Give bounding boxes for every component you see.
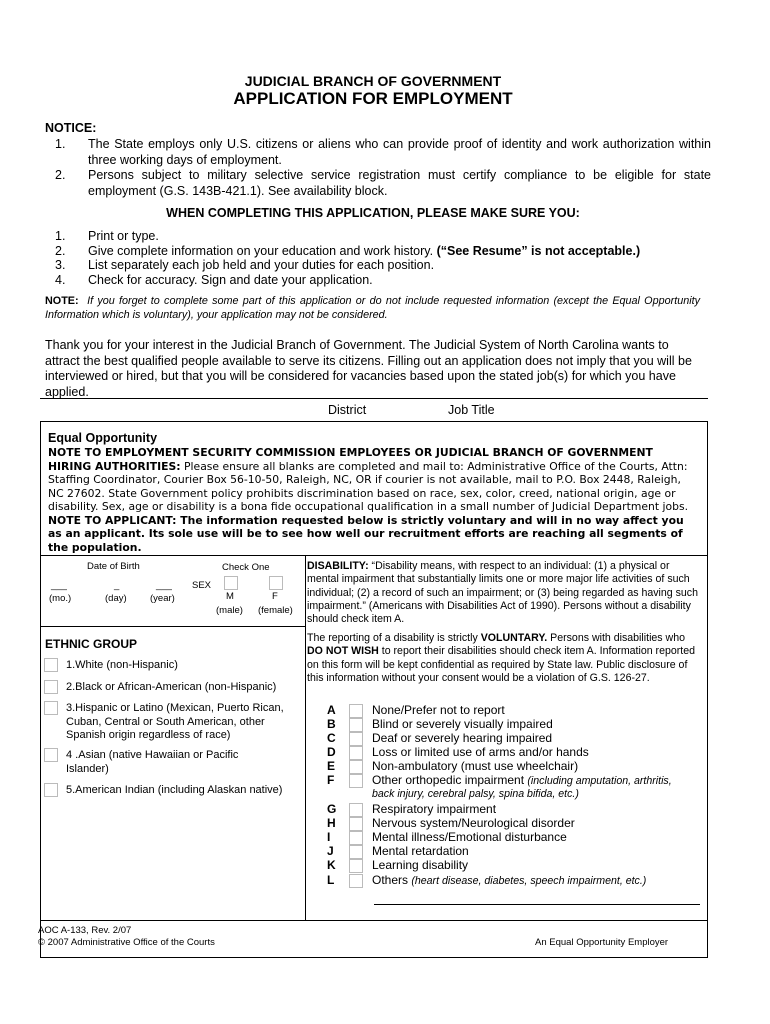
ethnic-option: 5.American Indian (including Alaskan native) [66, 784, 283, 796]
dob-month-blank[interactable]: ___ [51, 580, 67, 591]
disability-d-checkbox[interactable] [349, 746, 363, 760]
disability-option-label: Loss or limited use of arms and/or hands [372, 745, 589, 759]
disability-option-label: Blind or severely visually impaired [372, 717, 553, 731]
instruction-num: 3. [55, 258, 66, 272]
disability-option-label: Other orthopedic impairment (including amputation, arthritis, [372, 773, 672, 787]
ethnic-option: 2.Black or African-American (non-Hispanic) [66, 681, 277, 693]
district-label: District [328, 403, 367, 417]
disability-option-label: None/Prefer not to report [372, 703, 505, 717]
sex-female-letter: F [272, 591, 278, 602]
instruction-item: List separately each job held and your duties for each position. [88, 258, 435, 272]
disability-reporting-note: The reporting of a disability is strictly VOLUNTARY. Persons with disabilities who DO NOT WISH to report their disabilities should check item A. Information reported on this form will be kept confidential as required by State law. Public disclosure of this information without your consent would be a violation of G.S. 126-27. [307, 632, 696, 684]
instructions-heading: WHEN COMPLETING THIS APPLICATION, PLEASE MAKE SURE YOU: [166, 206, 580, 220]
ethnic-white-checkbox[interactable] [44, 658, 58, 672]
disability-letter: J [327, 844, 334, 858]
dob-label: Date of Birth [87, 561, 140, 572]
sex-male-checkbox[interactable] [224, 576, 238, 590]
disability-letter: E [327, 759, 336, 773]
ethnic-asian-checkbox[interactable] [44, 748, 58, 762]
disability-letter: G [327, 802, 337, 816]
instruction-num: 2. [55, 243, 66, 258]
equal-opportunity-employer: An Equal Opportunity Employer [535, 937, 669, 948]
sex-male-label: (male) [216, 605, 243, 616]
sex-female-checkbox[interactable] [269, 576, 283, 590]
disability-letter: K [327, 858, 336, 872]
disability-letter: D [327, 745, 336, 759]
ethnic-option: 3.Hispanic or Latino (Mexican, Puerto Rican, Cuban, Central or South American, other Spanish origin regardless of race) [66, 702, 284, 741]
sex-female-label: (female) [258, 605, 293, 616]
form-id: AOC A-133, Rev. 2/07 [38, 925, 132, 936]
dob-day-blank[interactable]: _ [114, 580, 120, 591]
notice-list [55, 137, 715, 197]
page-title: APPLICATION FOR EMPLOYMENT [233, 89, 513, 108]
instruction-num: 4. [55, 272, 66, 287]
copyright: © 2007 Administrative Office of the Courts [38, 937, 215, 948]
disability-option-label: Learning disability [372, 858, 469, 872]
disability-option-label: Deaf or severely hearing impaired [372, 731, 553, 745]
disability-a-checkbox[interactable] [349, 704, 363, 718]
equal-opportunity-title: Equal Opportunity [48, 431, 158, 445]
instruction-item: Check for accuracy. Sign and date your application. [88, 272, 373, 287]
disability-g-checkbox[interactable] [349, 803, 363, 817]
notice-label: NOTICE: [45, 121, 97, 135]
ethnic-option: 4 .Asian (native Hawaiian or Pacific Islander) [66, 749, 239, 775]
notice-num: 1. [55, 137, 66, 151]
disability-letter: L [327, 873, 335, 887]
divider [40, 398, 708, 399]
notice-item: Persons subject to military selective service registration must certify compliance to be eligible for state employment (G.S. 143B-421.1). See availability block. [88, 168, 711, 198]
ethnic-black-checkbox[interactable] [44, 680, 58, 694]
instructions-list [55, 229, 715, 291]
disability-l-checkbox[interactable] [349, 874, 363, 888]
disability-f-checkbox[interactable] [349, 774, 363, 788]
note-paragraph: NOTE: If you forget to complete some part of this application or do not include requested information (except the Equal Opportunity Information which is voluntary), your application may not be considered. [45, 295, 700, 321]
disability-b-checkbox[interactable] [349, 718, 363, 732]
notice-num: 2. [55, 168, 66, 182]
disability-option-label: Nervous system/Neurological disorder [372, 816, 575, 830]
disability-e-checkbox[interactable] [349, 760, 363, 774]
ethnic-hispanic-checkbox[interactable] [44, 701, 58, 715]
disability-option-label: Non-ambulatory (must use wheelchair) [372, 759, 579, 773]
equal-opportunity-text: NOTE TO EMPLOYMENT SECURITY COMMISSION EMPLOYEES OR JUDICIAL BRANCH OF GOVERNMENT HIRING AUTHORITIES: Please ensure all blanks are completed and mail to: Administrative Office of the Courts, Attn: Staffing Coordinator, Courier Box 56-10-50, Raleigh, NC, OR if courier is not available, mail to P.O. Box 2448, Raleigh, NC 27602. State Government policy prohibits discrimination based on race, sex, color, creed, national origin, age or disability. Sex, age or disability is a bona fide occupational qualification in a small number of Judicial Department jobs. NOTE TO APPLICANT: The information requested below is strictly voluntary and will in no way affect you as an applicant. Its sole use will be to see how well our recruitment efforts are reaching all segments of the population. [48, 446, 689, 554]
column-divider [305, 555, 306, 920]
disability-option-label: Mental retardation [372, 844, 469, 858]
disability-h-checkbox[interactable] [349, 817, 363, 831]
other-disability-line[interactable] [374, 904, 700, 905]
ethnic-option: 1.White (non-Hispanic) [66, 659, 178, 671]
sex-label: SEX [192, 580, 212, 591]
disability-letter: H [327, 816, 336, 830]
dob-month-label: (mo.) [49, 593, 72, 604]
dob-year-label: (year) [150, 593, 175, 604]
disability-j-checkbox[interactable] [349, 845, 363, 859]
disability-letter: I [327, 830, 331, 844]
header-line1: JUDICIAL BRANCH OF GOVERNMENT [244, 73, 502, 89]
notice-item: The State employs only U.S. citizens or aliens who can provide proof of identity and work authorization within three working days of employment. [88, 137, 711, 167]
divider [40, 920, 708, 921]
job-title-label: Job Title [448, 403, 495, 417]
disability-letter: F [327, 773, 335, 787]
disability-option-label: Others (heart disease, diabetes, speech impairment, etc.) [372, 873, 647, 887]
disability-definition: DISABILITY: “Disability means, with respect to an individual: (1) a physical or mental impairment that substantially limits one or more major life activities of such individual; (2) a record of such an impairment; or (3) being regarded as having such impairment.” (Americans with Disabilities Act of 1990). Persons without a disability should check item A. [307, 560, 698, 626]
dob-day-label: (day) [105, 593, 127, 604]
sex-male-letter: M [226, 591, 234, 602]
disability-k-checkbox[interactable] [349, 859, 363, 873]
disability-letter: C [327, 731, 336, 745]
disability-option-label-continued: back injury, cerebral palsy, spina bifida, etc.) [372, 788, 579, 800]
check-one-label: Check One [222, 562, 270, 573]
disability-c-checkbox[interactable] [349, 732, 363, 746]
divider [40, 555, 708, 556]
disability-letter: B [327, 717, 336, 731]
dob-year-blank[interactable]: ___ [156, 580, 172, 591]
divider [40, 626, 306, 627]
instruction-item: Give complete information on your education and work history. (“See Resume” is not acceptable.) [88, 243, 641, 258]
instruction-num: 1. [55, 229, 66, 243]
thanks-paragraph: Thank you for your interest in the Judicial Branch of Government. The Judicial System of North Carolina wants to attract the best qualified people available to serve its citizens. Filling out an application does not imply that you will be interviewed or hired, but that you will be considered for vacancies based upon the stated job(s) for which you have applied. [45, 338, 692, 399]
disability-option-label: Mental illness/Emotional disturbance [372, 830, 567, 844]
disability-i-checkbox[interactable] [349, 831, 363, 845]
disability-letter: A [327, 703, 336, 717]
ethnic-group-title: ETHNIC GROUP [45, 637, 138, 651]
instruction-item: Print or type. [88, 229, 159, 243]
ethnic-american-indian-checkbox[interactable] [44, 783, 58, 797]
disability-option-label: Respiratory impairment [372, 802, 497, 816]
